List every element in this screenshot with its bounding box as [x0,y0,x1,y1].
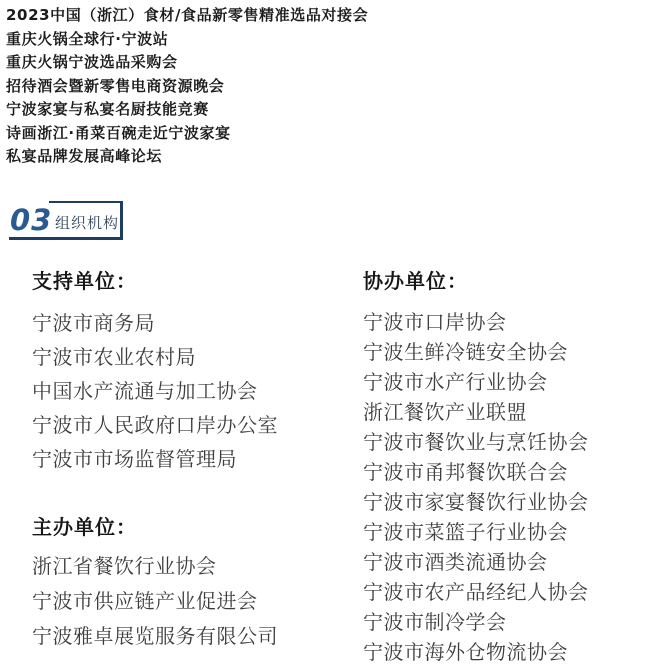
organization-item: 浙江餐饮产业联盟 [363,400,527,424]
organization-item: 宁波市甬邦餐饮联合会 [363,460,568,484]
organization-item: 宁波市海外仓物流协会 [363,640,568,664]
host-units-group [32,514,278,654]
supporting-units-group [32,268,278,476]
group-header-supporting-units: 支持单位： [32,269,137,293]
organization-item: 宁波市人民政府口岸办公室 [32,413,278,437]
organization-item: 宁波市水产行业协会 [363,370,548,394]
event-title-line: 2023中国（浙江）食材/食品新零售精准选品对接会 [6,6,369,24]
event-title-line: 宁波家宴与私宴名厨技能竞赛 [6,100,209,118]
event-title-line: 招待酒会暨新零售电商资源晚会 [6,76,225,95]
group-header-co-organizer-units: 协办单位： [363,269,468,293]
section-number: 03 [10,203,53,237]
organization-item: 宁波市餐饮业与烹饪协会 [363,430,589,454]
organization-item: 宁波市口岸协会 [363,310,507,334]
organization-item: 宁波市酒类流通协会 [363,550,548,574]
organization-item: 宁波生鲜冷链安全协会 [363,340,568,364]
organization-item: 宁波雅卓展览服务有限公司 [32,624,278,648]
organization-item: 宁波市商务局 [32,311,155,335]
organization-item: 宁波市制冷学会 [363,610,507,634]
event-title-line: 重庆火锅宁波选品采购会 [6,53,178,71]
group-header-host-units: 主办单位： [32,515,137,539]
organizations-column-right [363,268,589,667]
organization-item: 宁波市菜篮子行业协会 [363,520,568,544]
event-title-line: 重庆火锅全球行·宁波站 [6,29,169,48]
organization-item: 宁波市供应链产业促进会 [32,589,258,613]
event-title-line: 私宴品牌发展高峰论坛 [6,147,163,165]
organization-item: 宁波市家宴餐饮行业协会 [363,490,589,514]
co-organizer-units-group [363,268,589,667]
organization-item: 宁波市农业农村局 [32,345,196,369]
section-title: 组织机构 [55,214,120,232]
organization-item: 浙江省餐饮行业协会 [32,554,217,578]
section-header-organization [9,201,123,240]
organization-item: 宁波市农产品经纪人协会 [363,580,589,604]
organization-item: 宁波市市场监督管理局 [32,447,237,471]
organization-item: 中国水产流通与加工协会 [32,379,258,403]
organizations-column-left [32,268,278,654]
event-title-line: 诗画浙江·甬菜百碗走近宁波家宴 [6,123,231,142]
event-title-block [6,4,368,169]
